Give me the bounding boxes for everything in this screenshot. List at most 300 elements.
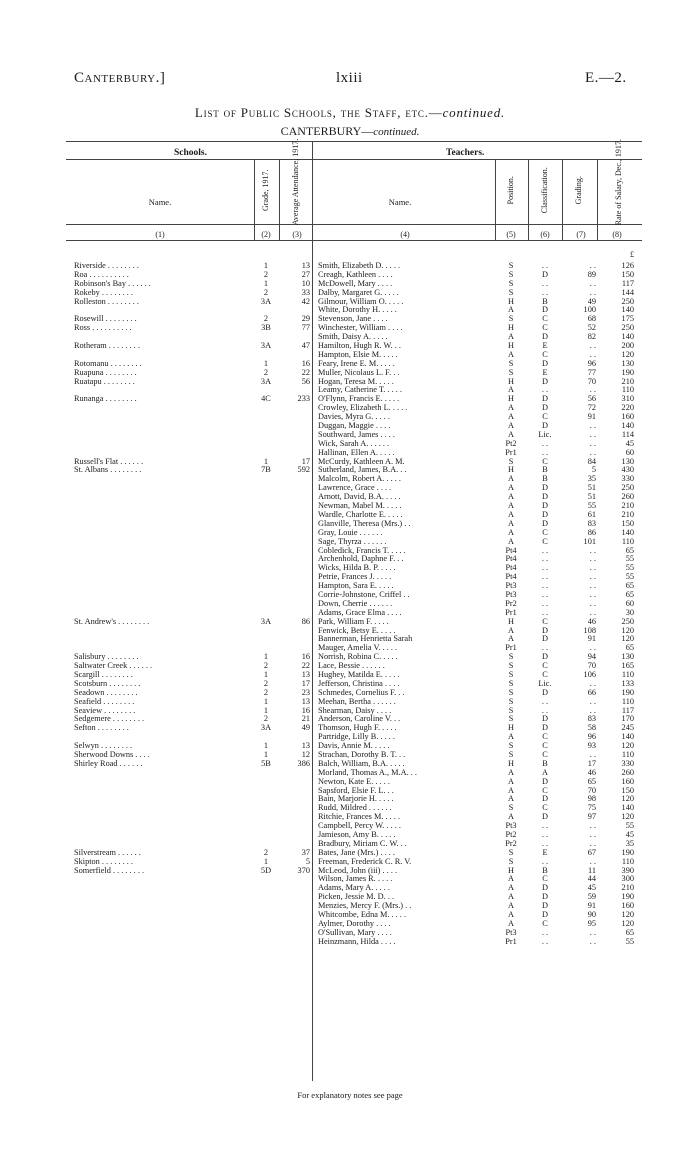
- cell-grading: 98: [587, 794, 596, 804]
- cell-attendance: 12: [301, 749, 310, 759]
- cell-grading: . .: [589, 278, 596, 288]
- cell-teacher-name: Bradbury, Miriam C. W. . .: [318, 839, 407, 848]
- cell-salary: 120: [621, 634, 634, 644]
- cell-attendance: 33: [301, 287, 310, 297]
- cell-teacher-name: Gray, Louie . . . . . .: [318, 528, 383, 537]
- cell-position: A: [508, 874, 514, 884]
- cell-salary: 190: [621, 687, 634, 697]
- cell-classification: D: [542, 358, 548, 368]
- cell-attendance: 56: [301, 376, 310, 386]
- cell-salary: 210: [621, 883, 634, 893]
- cell-teacher-name: Southward, James . . . .: [318, 430, 395, 439]
- cell-school-name: Rotomanu . . . . . . . .: [74, 359, 142, 368]
- cell-teacher-name: Balch, William, B.A. . . . .: [318, 759, 405, 768]
- cell-grading: 83: [587, 518, 596, 528]
- cell-position: Pr1: [505, 643, 517, 653]
- cell-salary: 140: [621, 732, 634, 742]
- cell-school-name: Rolleston . . . . . . . .: [74, 297, 139, 306]
- cell-position: Pr2: [505, 838, 517, 848]
- cell-salary: 220: [621, 403, 634, 413]
- cell-teacher-name: Davis, Annie M. . . . .: [318, 742, 390, 751]
- cell-salary: 30: [625, 607, 634, 617]
- cell-teacher-name: Hampton, Sara E. . . . .: [318, 582, 394, 591]
- cell-grade: 1: [263, 456, 269, 466]
- cell-attendance: 17: [301, 678, 310, 688]
- cell-teacher-name: Cobledick, Francis T. . . . .: [318, 546, 406, 555]
- cell-grading: . .: [589, 830, 596, 839]
- column-number: (7): [576, 230, 586, 239]
- cell-classification: C: [542, 314, 548, 324]
- cell-grading: . .: [589, 287, 596, 297]
- cell-salary: 55: [625, 936, 634, 946]
- cell-grading: 89: [587, 269, 596, 279]
- cell-position: Pt4: [505, 545, 517, 555]
- cell-salary: 300: [621, 874, 634, 884]
- cell-salary: 35: [625, 838, 634, 848]
- divider-grade: [254, 160, 255, 240]
- cell-grade: 2: [263, 367, 269, 377]
- cell-grading: . .: [589, 341, 596, 351]
- cell-teacher-name: Park, William F. . . . .: [318, 617, 389, 626]
- cell-teacher-name: McCurdy, Kathleen A. M.: [318, 457, 405, 466]
- cell-classification: . .: [541, 598, 549, 608]
- cell-teacher-name: Menzies, Mercy F. (Mrs.) . .: [318, 902, 412, 911]
- cell-grading: 59: [587, 892, 596, 902]
- cell-position: A: [508, 385, 514, 395]
- cell-teacher-name: Wicks, Hilda B. P. . . . .: [318, 564, 396, 573]
- cell-classification: . .: [541, 838, 549, 848]
- column-header-salary: Rate of Salary, Dec., 1917.: [613, 139, 623, 226]
- cell-position: A: [508, 910, 514, 920]
- cell-teacher-name: Bates, Jane (Mrs.) . . . .: [318, 848, 395, 857]
- cell-grading: 70: [587, 376, 596, 386]
- cell-salary: 250: [621, 616, 634, 626]
- cell-position: Pt2: [505, 438, 517, 448]
- cell-salary: 60: [625, 447, 634, 457]
- cell-teacher-name: Duggan, Maggie . . . .: [318, 422, 391, 431]
- cell-attendance: 5: [305, 856, 310, 866]
- cell-position: S: [508, 261, 514, 270]
- cell-salary: 260: [621, 767, 634, 777]
- cell-salary: 160: [621, 412, 634, 422]
- cell-classification: D: [542, 305, 548, 315]
- cell-position: H: [508, 616, 514, 626]
- cell-salary: 140: [621, 803, 634, 813]
- cell-grading: 70: [587, 785, 596, 795]
- cell-grading: 55: [587, 501, 596, 511]
- column-header-classification: Classification.: [539, 167, 549, 214]
- cell-salary: 55: [625, 821, 634, 831]
- column-number: (1): [155, 230, 165, 239]
- cell-salary: 110: [621, 536, 634, 546]
- cell-classification: D: [542, 652, 548, 662]
- divider-position: [495, 160, 496, 240]
- column-number: (3): [292, 230, 302, 239]
- cell-salary: 250: [621, 483, 634, 493]
- cell-school-name: Roa . . . . . . . . . .: [74, 270, 129, 279]
- cell-position: A: [508, 483, 514, 493]
- cell-grade: 3A: [260, 296, 272, 306]
- cell-position: H: [508, 758, 514, 768]
- cell-teacher-name: Arnott, David, B.A. . . . .: [318, 493, 401, 502]
- cell-school-name: Saltwater Creek . . . . . .: [74, 662, 153, 671]
- column-number: (8): [612, 230, 622, 239]
- cell-position: A: [508, 509, 514, 519]
- cell-grading: 58: [587, 723, 596, 733]
- table-top-rule: [66, 141, 642, 142]
- cell-salary: 330: [621, 474, 634, 484]
- cell-salary: 140: [621, 527, 634, 537]
- cell-grading: 70: [587, 661, 596, 671]
- cell-salary: 170: [621, 714, 634, 724]
- cell-classification: D: [542, 394, 548, 404]
- cell-attendance: 86: [301, 616, 310, 626]
- cell-classification: B: [542, 865, 548, 875]
- cell-grading: 82: [587, 332, 596, 342]
- cell-grade: 5B: [261, 758, 271, 768]
- cell-teacher-name: Smith, Daisy A. . . . .: [318, 333, 388, 342]
- cell-classification: C: [542, 661, 548, 671]
- cell-classification: . .: [541, 696, 549, 706]
- cell-salary: 175: [621, 314, 634, 324]
- cell-salary: 150: [621, 518, 634, 528]
- cell-classification: . .: [541, 821, 549, 831]
- cell-grade: 2: [263, 314, 269, 324]
- cell-teacher-name: Schmedes, Cornelius F. . .: [318, 688, 405, 697]
- cell-grade: 1: [263, 705, 269, 715]
- cell-position: S: [508, 661, 514, 671]
- cell-teacher-name: Jamieson, Amy B. . . . .: [318, 831, 396, 839]
- cell-position: A: [508, 332, 514, 342]
- cell-grade: 2: [263, 269, 269, 279]
- cell-grading: 91: [587, 634, 596, 644]
- cell-attendance: 13: [301, 696, 310, 706]
- cell-classification: B: [542, 758, 548, 768]
- cell-grading: 96: [587, 732, 596, 742]
- cell-attendance: 233: [297, 394, 310, 404]
- cell-position: H: [508, 394, 514, 404]
- cell-teacher-name: Whitcombe, Edna M. . . . .: [318, 911, 407, 920]
- cell-classification: B: [542, 296, 548, 306]
- cell-classification: . .: [541, 936, 549, 946]
- cell-position: S: [508, 741, 514, 751]
- cell-teacher-name: Rudd, Mildred . . . . . .: [318, 804, 392, 813]
- cell-teacher-name: Adams, Mary A. . . . .: [318, 884, 390, 893]
- cell-grading: 67: [587, 847, 596, 857]
- cell-school-name: Riverside . . . . . . . .: [74, 262, 139, 270]
- cell-position: Pr1: [505, 607, 517, 617]
- cell-teacher-name: Newton, Kate E. . . . .: [318, 777, 390, 786]
- cell-grading: 101: [583, 536, 596, 546]
- cell-teacher-name: Morland, Thomas A., M.A. . .: [318, 768, 417, 777]
- column-number: (4): [400, 230, 410, 239]
- cell-salary: 130: [621, 358, 634, 368]
- cell-teacher-name: Heinzmann, Hilda . . . .: [318, 937, 396, 946]
- list-title-continued: continued.: [442, 105, 506, 120]
- cell-grading: . .: [589, 838, 596, 848]
- cell-classification: . .: [541, 563, 549, 573]
- cell-classification: D: [542, 687, 548, 697]
- cell-classification: . .: [541, 589, 549, 599]
- cell-classification: D: [542, 883, 548, 893]
- cell-classification: C: [542, 918, 548, 928]
- cell-attendance: 16: [301, 358, 310, 368]
- cell-position: A: [508, 732, 514, 742]
- cell-grade: 3A: [260, 616, 272, 626]
- cell-attendance: 17: [301, 456, 310, 466]
- cell-classification: D: [542, 501, 548, 511]
- cell-salary: 390: [621, 865, 634, 875]
- cell-position: H: [508, 465, 514, 475]
- cell-position: A: [508, 767, 514, 777]
- cell-classification: C: [542, 412, 548, 422]
- cell-grade: 2: [263, 661, 269, 671]
- cell-school-name: Shirley Road . . . . . .: [74, 759, 143, 768]
- cell-teacher-name: Picken, Jessie M. D. . .: [318, 893, 395, 902]
- cell-school-name: Ross . . . . . . . . . .: [74, 324, 132, 333]
- cell-salary: 110: [621, 669, 634, 679]
- column-header-school-name: Name.: [148, 197, 172, 207]
- cell-grading: 108: [583, 625, 596, 635]
- cell-teacher-name: Partridge, Lilly B. . . . .: [318, 733, 395, 742]
- cell-grading: . .: [589, 572, 596, 582]
- cell-grading: . .: [589, 385, 596, 395]
- cell-position: S: [508, 678, 514, 688]
- cell-position: S: [508, 367, 514, 377]
- cell-grading: 56: [587, 394, 596, 404]
- cell-position: A: [508, 527, 514, 537]
- cell-school-name: Seafield . . . . . . . .: [74, 697, 135, 706]
- cell-salary: 250: [621, 323, 634, 333]
- cell-grading: 95: [587, 918, 596, 928]
- cell-classification: . .: [541, 554, 549, 564]
- cell-attendance: 16: [301, 652, 310, 662]
- schools-group-rule: [66, 159, 312, 160]
- cell-position: A: [508, 918, 514, 928]
- cell-position: A: [508, 901, 514, 911]
- cell-salary: 65: [625, 545, 634, 555]
- cell-attendance: 13: [301, 741, 310, 751]
- cell-position: S: [508, 669, 514, 679]
- cell-grading: 91: [587, 901, 596, 911]
- cell-position: Pr2: [505, 598, 517, 608]
- cell-teacher-name: Glanville, Theresa (Mrs.) . .: [318, 519, 411, 528]
- cell-attendance: 370: [297, 865, 310, 875]
- cell-salary: 117: [621, 278, 634, 288]
- cell-classification: . .: [541, 705, 549, 715]
- cell-salary: 190: [621, 847, 634, 857]
- cell-salary: 65: [625, 589, 634, 599]
- cell-grading: 100: [583, 305, 596, 315]
- group-header-teachers: Teachers.: [446, 148, 485, 158]
- cell-teacher-name: Leamy, Catherine T. . . . .: [318, 386, 402, 395]
- cell-position: H: [508, 865, 514, 875]
- cell-salary: 260: [621, 492, 634, 502]
- cell-grading: 51: [587, 492, 596, 502]
- cell-classification: D: [542, 269, 548, 279]
- cell-salary: 120: [621, 812, 634, 822]
- cell-school-name: Seadown . . . . . . . .: [74, 688, 138, 697]
- cell-teacher-name: Muller, Nicolaus L. F. . .: [318, 368, 400, 377]
- cell-grading: . .: [589, 349, 596, 359]
- cell-grade: 1: [263, 669, 269, 679]
- cell-teacher-name: Mauger, Amelia V. . . . .: [318, 644, 398, 653]
- currency-symbol: £: [630, 250, 634, 259]
- cell-classification: . .: [541, 927, 549, 937]
- cell-grading: . .: [589, 936, 596, 946]
- cell-position: S: [508, 749, 514, 759]
- cell-attendance: 29: [301, 314, 310, 324]
- cell-classification: Lic.: [538, 678, 552, 688]
- cell-salary: 130: [621, 456, 634, 466]
- cell-classification: D: [542, 483, 548, 493]
- cell-teacher-name: Hogan, Teresa M. . . . .: [318, 377, 394, 386]
- cell-salary: 120: [621, 625, 634, 635]
- cell-school-name: Somerfield . . . . . . . .: [74, 866, 145, 875]
- cell-classification: C: [542, 323, 548, 333]
- cell-grading: . .: [589, 678, 596, 688]
- cell-classification: D: [542, 403, 548, 413]
- cell-classification: C: [542, 749, 548, 759]
- cell-salary: 245: [621, 723, 634, 733]
- cell-position: S: [508, 847, 514, 857]
- cell-position: A: [508, 785, 514, 795]
- cell-position: A: [508, 812, 514, 822]
- cell-attendance: 77: [301, 323, 310, 333]
- cell-salary: 114: [621, 429, 634, 439]
- column-header-position: Position.: [505, 176, 515, 205]
- cell-salary: 144: [621, 287, 634, 297]
- cell-grading: 46: [587, 767, 596, 777]
- cell-teacher-name: Malcolm, Robert A. . . . .: [318, 475, 401, 484]
- schools-table: [0, 262, 700, 947]
- list-title: [0, 105, 700, 121]
- cell-school-name: Sherwood Downs . . . .: [74, 750, 150, 759]
- cell-classification: . .: [541, 287, 549, 297]
- cell-teacher-name: Shearman, Daisy . . . .: [318, 706, 392, 715]
- cell-position: A: [508, 492, 514, 502]
- cell-teacher-name: Dalby, Margaret G. . . . .: [318, 288, 399, 297]
- cell-classification: C: [542, 456, 548, 466]
- cell-classification: C: [542, 527, 548, 537]
- column-header-grading: Grading.: [573, 176, 583, 205]
- cell-grade: 2: [263, 687, 269, 697]
- cell-salary: 210: [621, 376, 634, 386]
- cell-grading: 84: [587, 456, 596, 466]
- cell-classification: . .: [541, 856, 549, 866]
- region-title: [0, 124, 700, 139]
- cell-classification: D: [542, 332, 548, 342]
- cell-school-name: Scotsburn . . . . . . . .: [74, 679, 141, 688]
- cell-position: Pt3: [505, 589, 517, 599]
- cell-classification: . .: [541, 572, 549, 582]
- cell-grading: . .: [589, 581, 596, 591]
- cell-grading: 66: [587, 687, 596, 697]
- table-header-rule: [66, 224, 642, 225]
- cell-grading: 45: [587, 883, 596, 893]
- cell-school-name: Sefton . . . . . . . .: [74, 724, 129, 733]
- cell-salary: 60: [625, 598, 634, 608]
- cell-position: A: [508, 883, 514, 893]
- cell-grading: 83: [587, 714, 596, 724]
- cell-grading: 93: [587, 741, 596, 751]
- cell-salary: 250: [621, 296, 634, 306]
- cell-grading: 61: [587, 509, 596, 519]
- cell-classification: D: [542, 518, 548, 528]
- region-title-continued: continued.: [373, 126, 420, 138]
- cell-grade: 1: [263, 652, 269, 662]
- cell-position: A: [508, 776, 514, 786]
- cell-grading: 97: [587, 812, 596, 822]
- cell-attendance: 49: [301, 723, 310, 733]
- cell-teacher-name: Smith, Elizabeth D. . . . .: [318, 262, 401, 270]
- cell-grade: 1: [263, 358, 269, 368]
- cell-attendance: 13: [301, 669, 310, 679]
- cell-attendance: 13: [301, 261, 310, 270]
- cell-teacher-name: Gilmour, William O. . . . .: [318, 297, 404, 306]
- cell-salary: 150: [621, 269, 634, 279]
- cell-salary: 120: [621, 794, 634, 804]
- cell-position: S: [508, 287, 514, 297]
- cell-grade: 1: [263, 261, 269, 270]
- cell-teacher-name: Adams, Grace Elma . . . .: [318, 608, 402, 617]
- cell-position: H: [508, 323, 514, 333]
- cell-position: Pt3: [505, 821, 517, 831]
- cell-grading: 90: [587, 910, 596, 920]
- cell-salary: 55: [625, 572, 634, 582]
- cell-classification: E: [542, 847, 548, 857]
- cell-salary: 330: [621, 758, 634, 768]
- cell-grading: 106: [583, 669, 596, 679]
- cell-grade: 2: [263, 678, 269, 688]
- cell-school-name: Silverstream . . . . . .: [74, 848, 141, 857]
- cell-classification: C: [542, 732, 548, 742]
- cell-classification: . .: [541, 447, 549, 457]
- cell-grade: 1: [263, 696, 269, 706]
- column-header-attendance: Average Attendance, 1917.: [290, 138, 300, 226]
- cell-grading: 65: [587, 776, 596, 786]
- cell-position: H: [508, 723, 514, 733]
- cell-teacher-name: Archenhold, Daphne F. . .: [318, 555, 404, 564]
- cell-position: A: [508, 536, 514, 546]
- cell-grading: . .: [589, 447, 596, 457]
- cell-grading: . .: [589, 821, 596, 831]
- cell-teacher-name: Wick, Sarah A. . . . . .: [318, 439, 390, 448]
- cell-grading: . .: [589, 643, 596, 653]
- cell-salary: 190: [621, 892, 634, 902]
- cell-salary: 210: [621, 501, 634, 511]
- cell-school-name: Runanga . . . . . . . .: [74, 395, 137, 404]
- header-page-number: lxiii: [336, 70, 363, 86]
- cell-position: S: [508, 705, 514, 715]
- cell-grade: 4C: [261, 394, 271, 404]
- cell-salary: 55: [625, 563, 634, 573]
- cell-school-name: Sedgemere . . . . . . . .: [74, 715, 145, 724]
- footnote: For explanatory notes see page: [297, 1090, 403, 1100]
- cell-classification: E: [542, 367, 548, 377]
- divider-salary: [597, 160, 598, 240]
- cell-classification: D: [542, 794, 548, 804]
- cell-grading: 96: [587, 358, 596, 368]
- cell-classification: D: [542, 776, 548, 786]
- cell-position: S: [508, 269, 514, 279]
- cell-grading: 52: [587, 323, 596, 333]
- column-number: (5): [506, 230, 516, 239]
- cell-position: A: [508, 634, 514, 644]
- cell-school-name: St. Albans . . . . . . . .: [74, 466, 142, 475]
- cell-position: A: [508, 625, 514, 635]
- cell-salary: 120: [621, 910, 634, 920]
